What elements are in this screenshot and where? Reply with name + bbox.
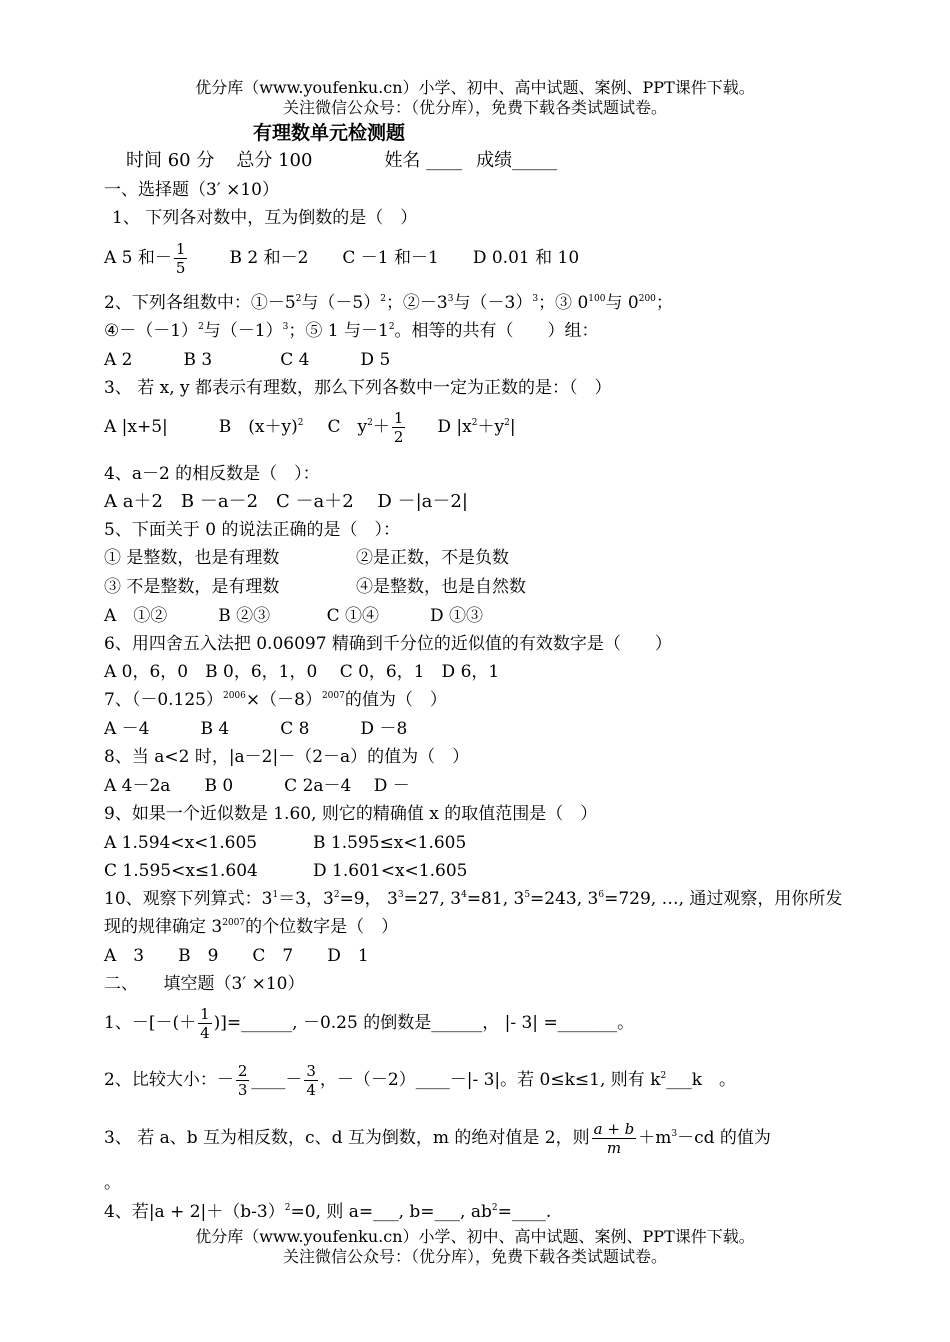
q3-fraction: $\frac{1}{2}$ — [393, 409, 404, 446]
q7-stem: 7、$(-0.125)^{2006}\times(-8)^{2007}$的值为（ ） — [104, 690, 447, 710]
q1-stem: 1、 下列各对数中，互为倒数的是（ ） — [112, 208, 418, 228]
meta-time: 时间 60 分 — [126, 150, 215, 171]
meta-name: 姓名 ____ — [384, 150, 463, 171]
f2-fraction-2: $\frac{3}{4}$ — [306, 1062, 316, 1099]
header-line-2: 关注微信公众号：（优分库），免费下载各类试题试卷。 — [282, 98, 667, 117]
fill-3-tail: 。 — [104, 1173, 121, 1193]
q9-option-b: B 1.595≤x<1.605 — [313, 833, 467, 853]
q5-stem: 5、下面关于 0 的说法正确的是（ ）： — [104, 520, 400, 540]
q1-option-a: A 5 和－ — [104, 248, 172, 268]
meta-score: 成绩_____ — [476, 150, 558, 171]
header-line-1: 优分库（www.youfenku.cn）小学、初中、高中试题、案例、PPT课件下载。 — [195, 78, 755, 97]
section-fill: 二、 填空题（3′ ×10） — [104, 974, 305, 994]
q7-options: A －4 B 4 C 8 D －8 — [104, 719, 408, 739]
q6-options: A 0，6，0 B 0，6，1，0 C 0，6，1 D 6，1 — [104, 662, 500, 682]
q9-option-d: D 1.601<x<1.605 — [313, 861, 468, 881]
q2-line-2: $④-(-1)^2$与$(-1)^3$；⑤ 1 与$-1^2$。相等的共有（ ）组： — [104, 321, 599, 341]
fill-4: 4、若$|a + 2|+(b-3)^2=0$, 则 a=___, b=___, $ab^2=\_\_\_\_$. — [104, 1202, 552, 1222]
q5-options: A ①② B ②③ C ①④ D ①③ — [104, 606, 484, 626]
q1-fraction: $\frac{1}{5}$ — [175, 240, 186, 277]
q10-line-2: 现的规律确定 $3^{2007}$的个位数字是（ ） — [104, 917, 399, 937]
q3-options: A |x+5| B $(x+y)^2$ C $y^2+$ $\frac{1}{2}$ D $|x^2+y^2|$ — [104, 409, 516, 446]
footer-line-1: 优分库（www.youfenku.cn）小学、初中、高中试题、案例、PPT课件下载。 — [195, 1227, 755, 1246]
f2-fraction-1: $\frac{2}{3}$ — [237, 1062, 248, 1099]
q5-option-2: ②是正数，不是负数 — [356, 548, 509, 568]
q1-option-rest: B 2 和－2 C －1 和－1 D 0.01 和 10 — [229, 248, 580, 268]
q9-option-a: A 1.594<x<1.605 — [104, 833, 258, 853]
q5-option-1: ① 是整数，也是有理数 — [104, 548, 280, 568]
q5-option-4: ④是整数，也是自然数 — [356, 577, 526, 597]
q9-option-c: C 1.595<x≤1.604 — [104, 861, 258, 881]
q2-line-1: 2、下列各组数中：$①-5^2$与$(-5)^2$；$②-3^3$与$(-3)^3$；③ $0^{100}$与 $0^{200}$； — [104, 293, 673, 313]
q3-stem: 3、 若 x, y 都表示有理数，那么下列各数中一定为正数的是：（ ） — [104, 378, 612, 398]
footer-line-2: 关注微信公众号：（优分库），免费下载各类试题试卷。 — [282, 1247, 667, 1266]
fill-1: 1、－[－(＋ $\frac{1}{4}$ )]=______, －0.25 的倒数是______， |- 3| =_______。 — [104, 1005, 635, 1042]
q5-option-3: ③ 不是整数，是有理数 — [104, 577, 280, 597]
q8-options: A 4－2a B 0 C 2a－4 D － — [104, 776, 410, 796]
q8-stem: 8、当 a<2 时，|a－2|－（2－a）的值为（ ） — [104, 747, 470, 767]
fill-2: 2、比较大小：－ $\frac{2}{3}$ ____－ $\frac{3}{4}$ ，－（－2）____－|- 3|。若 0≤k≤1, 则有 $k^2\_\_\_k$ 。 — [104, 1062, 737, 1099]
page-title: 有理数单元检测题 — [253, 122, 406, 144]
q1-options — [104, 240, 579, 277]
section-choice: 一、选择题（3′ ×10） — [104, 180, 279, 200]
exam-meta — [126, 150, 557, 172]
meta-total: 总分 100 — [236, 150, 313, 171]
q4-options: A a＋2 B －a－2 C －a＋2 D －|a－2| — [104, 491, 468, 512]
q10-options: A 3 B 9 C 7 D 1 — [104, 946, 369, 966]
f1-fraction: $\frac{1}{4}$ — [200, 1005, 210, 1042]
q4-stem: 4、a－2 的相反数是（ ）： — [104, 464, 320, 484]
q9-stem: 9、如果一个近似数是 1.60, 则它的精确值 x 的取值范围是（ ） — [104, 804, 598, 824]
f3-fraction: $\frac{a + b}{m}$ — [593, 1120, 635, 1157]
q10-line-1: 10、观察下列算式：$3^1=3$，$3^2=9$， $3^3=27$, $3^4=81$, $3^5=243$, $3^6=729$, …, 通过观察，用你所发 — [104, 889, 843, 909]
fill-3: 3、 若 a、b 互为相反数，c、d 互为倒数，m 的绝对值是 2，则 $\frac{a + b}{m}$ $+m^3-cd$ 的值为 — [104, 1120, 771, 1157]
q6-stem: 6、用四舍五入法把 0.06097 精确到千分位的近似值的有效数字是（ ） — [104, 634, 672, 654]
q2-options: A 2 B 3 C 4 D 5 — [104, 350, 391, 370]
